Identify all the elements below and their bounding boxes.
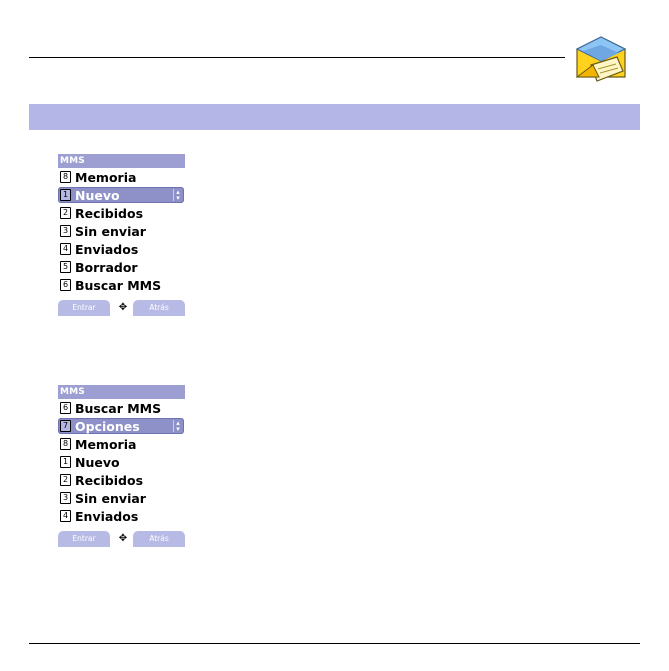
item-label: Recibidos: [75, 472, 144, 488]
item-number: 1: [60, 456, 71, 468]
item-number: 1: [60, 189, 71, 201]
top-rule: [29, 57, 565, 58]
item-label: Buscar MMS: [75, 400, 162, 416]
item-number: 8: [60, 438, 71, 450]
phone-screen-mms-menu-1: [58, 154, 185, 316]
item-label: Memoria: [75, 169, 137, 185]
screen-title: MMS: [58, 385, 185, 399]
item-number: 5: [60, 261, 71, 273]
item-number: 2: [60, 207, 71, 219]
item-label: Opciones: [75, 418, 140, 434]
item-label: Nuevo: [75, 187, 120, 203]
item-label: Borrador: [75, 259, 138, 275]
navigation-key-icon: ✥: [118, 533, 128, 544]
menu-item-memoria[interactable]: [58, 435, 185, 453]
item-label: Sin enviar: [75, 223, 146, 239]
item-label: Nuevo: [75, 454, 120, 470]
item-number: 8: [60, 171, 71, 183]
softkey-entrar[interactable]: Entrar: [58, 300, 110, 316]
item-number: 3: [60, 225, 71, 237]
section-header-bar: [29, 104, 640, 130]
navigation-key-icon: ✥: [118, 302, 128, 313]
menu-item-sin-enviar[interactable]: [58, 222, 185, 240]
menu-item-nuevo[interactable]: [58, 453, 185, 471]
item-number: 2: [60, 474, 71, 486]
phone-screen-mms-menu-2: [58, 385, 185, 547]
menu-item-opciones-selected[interactable]: [58, 418, 184, 434]
mms-menu-list: [58, 399, 185, 525]
item-number: 6: [60, 402, 71, 414]
menu-item-borrador[interactable]: [58, 258, 185, 276]
mms-menu-list: [58, 168, 185, 294]
item-number: 4: [60, 243, 71, 255]
bottom-rule: [29, 643, 640, 644]
item-label: Enviados: [75, 241, 139, 257]
menu-item-enviados[interactable]: [58, 507, 185, 525]
softkey-atras[interactable]: Atrás: [133, 300, 185, 316]
menu-item-recibidos[interactable]: [58, 204, 185, 222]
softkey-entrar[interactable]: Entrar: [58, 531, 110, 547]
menu-item-sin-enviar[interactable]: [58, 489, 185, 507]
item-label: Memoria: [75, 436, 137, 452]
scroll-arrows-icon: ▴ ▾: [173, 420, 182, 432]
item-number: 3: [60, 492, 71, 504]
menu-item-enviados[interactable]: [58, 240, 185, 258]
softkey-bar: [58, 298, 185, 316]
menu-item-buscar-mms[interactable]: [58, 276, 185, 294]
menu-item-recibidos[interactable]: [58, 471, 185, 489]
screen-title: MMS: [58, 154, 185, 168]
menu-item-nuevo-selected[interactable]: [58, 187, 184, 203]
item-number: 6: [60, 279, 71, 291]
item-label: Sin enviar: [75, 490, 146, 506]
envelope-message-icon: [571, 31, 629, 89]
menu-item-memoria[interactable]: [58, 168, 185, 186]
item-number: 7: [60, 420, 71, 432]
item-label: Enviados: [75, 508, 139, 524]
softkey-atras[interactable]: Atrás: [133, 531, 185, 547]
softkey-bar: [58, 529, 185, 547]
item-label: Recibidos: [75, 205, 144, 221]
item-label: Buscar MMS: [75, 277, 162, 293]
item-number: 4: [60, 510, 71, 522]
scroll-arrows-icon: ▴ ▾: [173, 189, 182, 201]
menu-item-buscar-mms[interactable]: [58, 399, 185, 417]
